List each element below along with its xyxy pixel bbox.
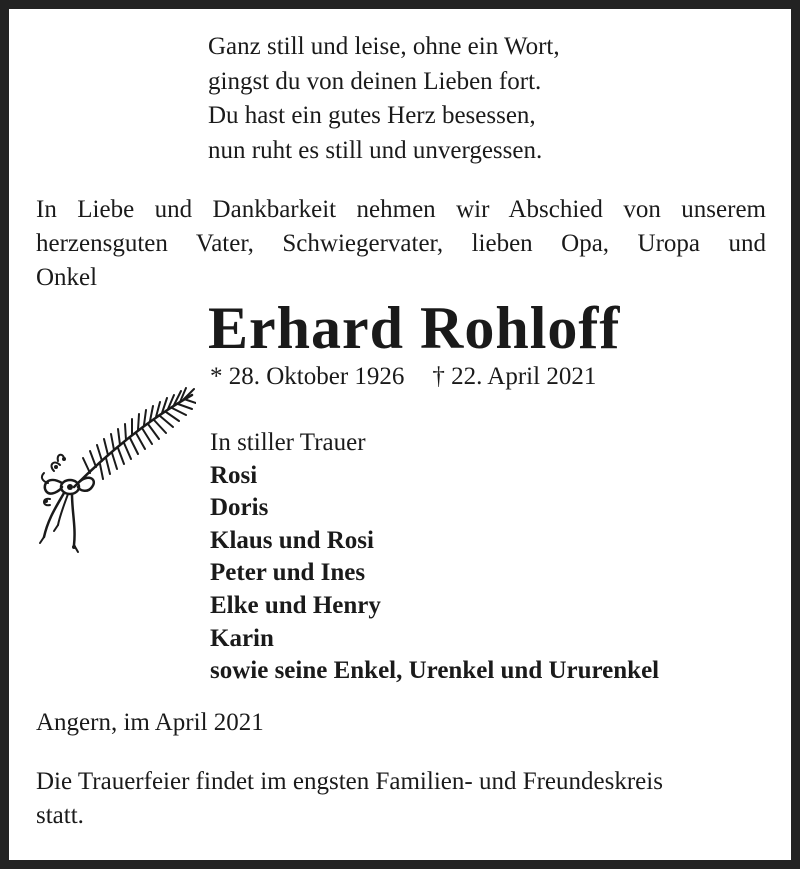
death-date: † 22. April 2021: [432, 363, 597, 390]
palm-branch-icon: [34, 387, 196, 562]
intro-text: [36, 193, 766, 295]
poem-line: Ganz still und leise, ohne ein Wort,: [208, 33, 560, 60]
poem-line: gingst du von deinen Lieben fort.: [208, 67, 542, 95]
intro-line: herzensguten Vater, Schwiegervater, lieben Opa, Uropa und: [36, 230, 766, 257]
intro-line: Onkel: [36, 264, 98, 291]
mourners: [210, 427, 659, 688]
deceased-name: Erhard Rohloff: [208, 295, 621, 361]
funeral-note: [36, 765, 663, 833]
mourner-name: Karin: [210, 624, 274, 652]
mourner-name: Doris: [210, 494, 269, 522]
mourner-name: Klaus und Rosi: [210, 526, 374, 554]
mourner-name: Peter und Ines: [210, 559, 366, 587]
funeral-note-line: Die Trauerfeier findet im engsten Familien- und Freundeskreis: [36, 768, 663, 795]
life-dates: [210, 360, 596, 394]
mourner-name: Elke und Henry: [210, 591, 381, 619]
birth-date: * 28. Oktober 1926: [210, 363, 405, 390]
mourner-name: Rosi: [210, 461, 258, 489]
poem-line: Du hast ein gutes Herz besessen,: [208, 102, 536, 129]
mourners-heading: In stiller Trauer: [210, 429, 366, 456]
poem: [208, 30, 560, 168]
funeral-note-line: statt.: [36, 802, 84, 829]
poem-line: nun ruht es still und unvergessen.: [208, 136, 543, 164]
mourner-name: sowie seine Enkel, Urenkel und Ururenkel: [210, 657, 660, 685]
place-date: Angern, im April 2021: [36, 709, 264, 736]
intro-line: In Liebe und Dankbarkeit nehmen wir Abschied von unserem: [36, 196, 766, 223]
